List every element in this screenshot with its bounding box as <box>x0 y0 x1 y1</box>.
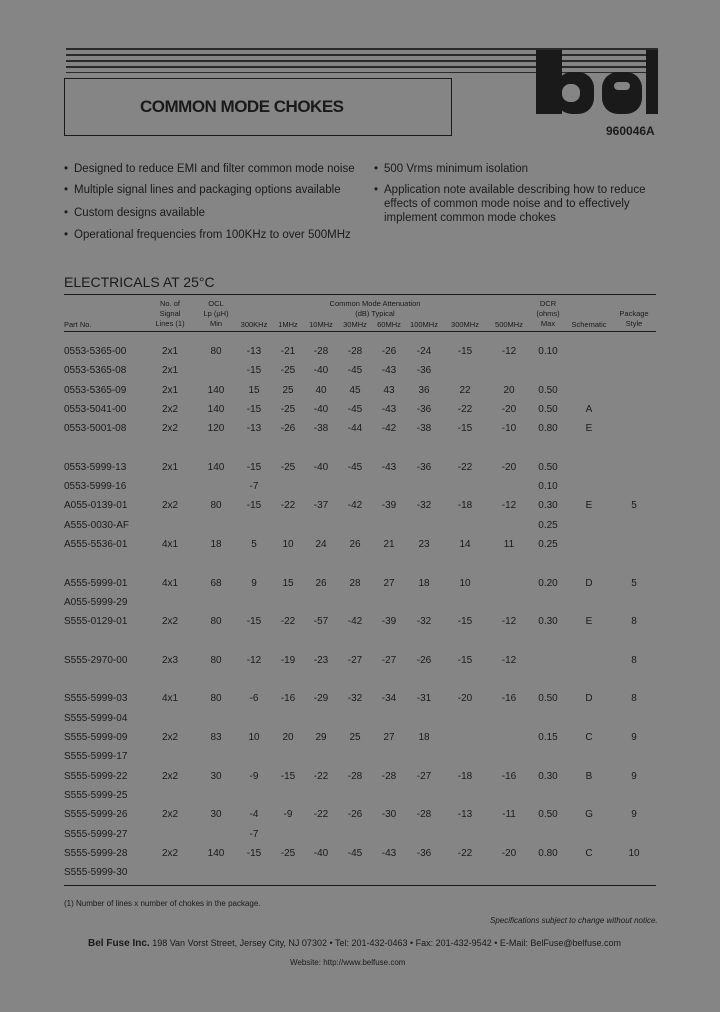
table-cell: 18 <box>210 539 222 550</box>
table-cell: -9 <box>283 809 293 821</box>
table-cell: -42 <box>347 500 363 512</box>
table-cell: -20 <box>501 847 517 859</box>
table-cell: -40 <box>313 847 329 859</box>
table-cell: -40 <box>313 403 329 415</box>
table-cell: 18 <box>418 577 430 589</box>
table-cell: 0553-5041-00 <box>64 403 127 415</box>
table-cell: -45 <box>347 847 363 859</box>
table-cell: -20 <box>457 693 473 705</box>
table-cell: -28 <box>347 770 363 782</box>
table-cell: 0553-5365-00 <box>64 346 127 357</box>
table-cell: 0.50 <box>538 809 558 821</box>
table-cell: S555-5999-04 <box>64 712 128 724</box>
contact-line <box>88 938 621 949</box>
table-cell: -43 <box>381 847 397 859</box>
table-cell: 10 <box>282 539 294 550</box>
table-cell: -18 <box>457 500 473 512</box>
table-cell: -25 <box>280 365 296 377</box>
page-title: COMMON MODE CHOKES <box>140 97 344 116</box>
table-cell: 26 <box>349 539 361 550</box>
table-cell: 2x2 <box>161 732 179 743</box>
table-cell: 0.50 <box>538 403 558 415</box>
table-cell: 0.25 <box>538 539 558 550</box>
table-cell: -15 <box>457 616 473 628</box>
table-cell: S555-5999-30 <box>64 867 128 879</box>
table-cell: 4x1 <box>161 577 179 589</box>
table-cell: -7 <box>249 828 259 840</box>
table-cell: G <box>585 809 593 821</box>
table-cell: 5 <box>631 577 637 589</box>
table-cell: -15 <box>246 403 262 415</box>
table-cell: 10 <box>459 577 471 589</box>
table-cell: -28 <box>416 809 432 821</box>
table-cell: 24 <box>315 539 327 550</box>
table-cell: 140 <box>207 847 225 859</box>
table-cell: S555-5999-22 <box>64 770 128 782</box>
table-cell: A055-5999-29 <box>64 596 128 608</box>
table-cell: -40 <box>313 461 329 473</box>
table-cell: -43 <box>381 403 397 415</box>
table-cell: 0.15 <box>538 732 558 743</box>
table-cell: -15 <box>246 847 262 859</box>
table-cell: 29 <box>315 732 327 743</box>
table-cell: -22 <box>313 770 329 782</box>
table-cell: S555-5999-26 <box>64 809 128 821</box>
table-cell: 0.10 <box>538 346 558 357</box>
table-cell: -38 <box>416 423 432 435</box>
table-cell: -13 <box>246 423 262 435</box>
table-cell: 0.50 <box>538 693 558 705</box>
table-cell: 0.25 <box>538 519 558 531</box>
table-cell: -45 <box>347 365 363 377</box>
table-cell: 30 <box>210 770 222 782</box>
table-cell: -43 <box>381 461 397 473</box>
table-cell: S555-5999-28 <box>64 847 128 859</box>
column-header: 500MHz <box>495 320 523 329</box>
table-cell: 9 <box>631 809 637 821</box>
footnote: (1) Number of lines x number of chokes in the package. <box>64 899 261 908</box>
table-cell: 2x2 <box>161 770 179 782</box>
table-cell: -22 <box>457 403 473 415</box>
column-header: 100MHz <box>410 320 438 329</box>
table-cell: -28 <box>381 770 397 782</box>
table-cell: 0.30 <box>538 770 558 782</box>
table-cell: A555-5999-01 <box>64 577 128 589</box>
section-title: ELECTRICALS AT 25°C <box>64 274 215 290</box>
table-cell: 0553-5999-13 <box>64 461 127 473</box>
table-cell: -22 <box>313 809 329 821</box>
table-cell: S555-5999-03 <box>64 693 128 705</box>
table-cell: -15 <box>246 365 262 377</box>
table-cell: 14 <box>459 539 471 550</box>
table-cell: E <box>585 423 593 435</box>
table-cell: -20 <box>501 461 517 473</box>
table-cell: 68 <box>210 577 222 589</box>
table-cell: 8 <box>631 693 637 705</box>
table-cell: 9 <box>251 577 257 589</box>
table-cell: -18 <box>457 770 473 782</box>
table-cell: -27 <box>381 654 397 666</box>
attenuation-group-header: Common Mode Attenuation (dB) Typical <box>329 299 421 318</box>
table-cell: 10 <box>248 732 260 743</box>
table-cell: 21 <box>383 539 395 550</box>
table-cell: 2x1 <box>161 384 179 396</box>
table-cell: D <box>585 693 593 705</box>
table-cell: 4x1 <box>161 539 179 550</box>
table-cell: 8 <box>631 654 637 666</box>
table-cell: -13 <box>246 346 262 357</box>
column-header: 10MHz <box>309 320 333 329</box>
table-cell: -10 <box>501 423 517 435</box>
table-cell: -9 <box>249 770 259 782</box>
table-cell: A055-0139-01 <box>64 500 128 512</box>
feature-bullet: • 500 Vrms minimum isolation <box>374 163 529 175</box>
table-cell: -27 <box>416 770 432 782</box>
table-bottom-rule <box>64 885 656 886</box>
table-cell: -26 <box>416 654 432 666</box>
table-cell: -44 <box>347 423 363 435</box>
table-cell: 15 <box>282 577 294 589</box>
column-header: DCR (ohms) Max <box>536 299 560 328</box>
table-cell: A <box>585 403 593 415</box>
table-cell: 9 <box>631 770 637 782</box>
table-cell: C <box>585 732 593 743</box>
table-cell: -37 <box>313 500 329 512</box>
bullet-dot-icon: • <box>64 207 69 219</box>
table-cell: 27 <box>383 577 395 589</box>
bullet-dot-icon: • <box>64 163 69 175</box>
table-cell: S555-2970-00 <box>64 654 128 666</box>
column-header: 300KHz <box>240 320 268 329</box>
table-cell: -11 <box>502 809 516 821</box>
table-cell: C <box>585 847 593 859</box>
table-cell: 28 <box>349 577 361 589</box>
table-cell: 83 <box>210 732 222 743</box>
table-cell: 2x2 <box>161 616 179 628</box>
table-cell: -15 <box>457 346 473 357</box>
table-cell: 120 <box>207 423 225 435</box>
table-cell: 0.50 <box>538 384 558 396</box>
table-cell: -32 <box>416 500 432 512</box>
table-cell: 15 <box>248 384 260 396</box>
table-cell: -31 <box>416 693 432 705</box>
website-link[interactable]: Website: http://www.belfuse.com <box>290 958 406 967</box>
table-cell: -24 <box>416 346 432 357</box>
table-cell: -40 <box>313 365 329 377</box>
table-cell: -26 <box>280 423 296 435</box>
table-cell: 0.30 <box>538 616 558 628</box>
table-cell: -12 <box>501 654 517 666</box>
table-cell: -36 <box>416 365 432 377</box>
table-cell: 2x2 <box>161 809 179 821</box>
table-cell: -25 <box>280 847 296 859</box>
table-cell: 8 <box>631 616 637 628</box>
column-header: 300MHz <box>451 320 479 329</box>
table-cell: 80 <box>210 654 222 666</box>
table-cell: -39 <box>381 616 397 628</box>
feature-bullet: • Custom designs available <box>64 207 206 219</box>
table-cell: -30 <box>381 809 397 821</box>
table-top-rule <box>64 294 656 295</box>
banner-speed-lines <box>66 48 658 73</box>
column-header: No. of Signal Lines (1) <box>155 299 185 328</box>
table-cell: 0553-5999-16 <box>64 481 127 493</box>
table-cell: -21 <box>280 346 296 357</box>
table-cell: 5 <box>251 539 257 550</box>
table-cell: -39 <box>381 500 397 512</box>
table-cell: -22 <box>457 461 473 473</box>
table-cell: 0.50 <box>538 461 558 473</box>
table-cell: 0.80 <box>538 423 558 435</box>
table-cell: -28 <box>313 346 329 357</box>
table-cell: -42 <box>347 616 363 628</box>
table-header-rule <box>64 331 656 332</box>
table-cell: -4 <box>249 809 259 821</box>
table-cell: 45 <box>349 384 361 396</box>
table-cell: S555-0129-01 <box>64 616 128 628</box>
table-cell: -36 <box>416 461 432 473</box>
table-cell: -6 <box>249 693 259 705</box>
table-cell: -45 <box>347 461 363 473</box>
column-header: Part No. <box>64 320 92 329</box>
table-cell: -26 <box>381 346 397 357</box>
column-header: 60MHz <box>377 320 401 329</box>
table-cell: 80 <box>210 500 222 512</box>
table-cell: 22 <box>459 384 471 396</box>
table-cell: -25 <box>280 461 296 473</box>
table-cell: 80 <box>210 616 222 628</box>
table-cell: 36 <box>418 384 430 396</box>
table-cell: -12 <box>501 500 517 512</box>
table-cell: 20 <box>503 384 515 396</box>
table-cell: -27 <box>347 654 363 666</box>
table-cell: -26 <box>347 809 363 821</box>
table-cell: 80 <box>210 346 222 357</box>
column-header: OCL Lp (µH) Min <box>203 299 229 328</box>
table-cell: -57 <box>313 616 329 628</box>
table-cell: S555-5999-17 <box>64 751 128 763</box>
table-cell: -22 <box>280 616 296 628</box>
table-cell: D <box>585 577 593 589</box>
column-header: Schematic <box>571 320 607 329</box>
table-cell: -36 <box>416 403 432 415</box>
table-cell: -13 <box>457 809 473 821</box>
table-cell: 9 <box>631 732 637 743</box>
column-header: 1MHz <box>278 320 298 329</box>
table-cell: 140 <box>207 384 225 396</box>
table-cell: -12 <box>501 616 517 628</box>
table-cell: 2x3 <box>161 654 179 666</box>
table-cell: 25 <box>282 384 294 396</box>
table-cell: 0.30 <box>538 500 558 512</box>
table-cell: 2x2 <box>161 403 179 415</box>
table-cell: 0.10 <box>538 481 558 493</box>
table-cell: 11 <box>503 539 515 550</box>
table-cell: 0.80 <box>538 847 558 859</box>
table-cell: -36 <box>416 847 432 859</box>
table-cell: -42 <box>381 423 397 435</box>
table-cell: -32 <box>347 693 363 705</box>
table-cell: 80 <box>210 693 222 705</box>
table-cell: 20 <box>282 732 294 743</box>
table-cell: E <box>585 500 593 512</box>
table-cell: 27 <box>383 732 395 743</box>
table-cell: -28 <box>347 346 363 357</box>
bullet-dot-icon: • <box>374 184 379 196</box>
table-cell: 30 <box>210 809 222 821</box>
feature-bullet: • Designed to reduce EMI and filter common mode noise <box>64 163 355 175</box>
table-cell: 0553-5001-08 <box>64 423 127 435</box>
document-number: 960046A <box>606 124 655 138</box>
table-cell: A555-5536-01 <box>64 539 128 550</box>
table-cell: -15 <box>246 500 262 512</box>
table-cell: 26 <box>315 577 327 589</box>
table-cell: 2x1 <box>161 461 179 473</box>
table-cell: -45 <box>347 403 363 415</box>
table-cell: 4x1 <box>161 693 179 705</box>
bel-logo-letters <box>536 50 658 114</box>
table-cell: 43 <box>383 384 395 396</box>
table-cell: 5 <box>631 500 637 512</box>
table-cell: S555-5999-09 <box>64 732 128 743</box>
table-cell: 140 <box>207 461 225 473</box>
table-cell: 0.20 <box>538 577 558 589</box>
table-cell: -38 <box>313 423 329 435</box>
table-cell: B <box>585 770 593 782</box>
table-cell: 140 <box>207 403 225 415</box>
table-cell: -25 <box>280 403 296 415</box>
table-cell: -16 <box>280 693 296 705</box>
table-cell: -15 <box>246 616 262 628</box>
feature-bullet: • Multiple signal lines and packaging options available <box>64 184 341 196</box>
table-cell: 10 <box>628 847 640 859</box>
table-cell: -12 <box>501 346 517 357</box>
bullet-dot-icon: • <box>374 163 379 175</box>
table-cell: -19 <box>280 654 296 666</box>
column-header: Package Style <box>619 309 649 328</box>
table-cell: S555-5999-25 <box>64 789 128 801</box>
table-cell: -12 <box>246 654 262 666</box>
table-cell: -16 <box>501 693 517 705</box>
table-cell: A555-0030-AF <box>64 519 130 531</box>
table-cell: 2x2 <box>161 500 179 512</box>
table-cell: -15 <box>246 461 262 473</box>
table-cell: 2x2 <box>161 847 179 859</box>
table-cell: 0553-5365-09 <box>64 384 127 396</box>
table-cell: -15 <box>280 770 296 782</box>
table-cell: 40 <box>315 384 327 396</box>
table-cell: 0553-5365-08 <box>64 365 127 377</box>
table-cell: -34 <box>381 693 397 705</box>
bullet-dot-icon: • <box>64 229 69 241</box>
table-cell: -43 <box>381 365 397 377</box>
table-cell: 25 <box>349 732 361 743</box>
table-cell: -15 <box>457 654 473 666</box>
bullet-dot-icon: • <box>64 184 69 196</box>
table-cell: -22 <box>280 500 296 512</box>
table-cell: -23 <box>313 654 329 666</box>
table-cell: -7 <box>249 481 259 493</box>
column-header: 30MHz <box>343 320 367 329</box>
table-cell: 2x2 <box>161 423 179 435</box>
contact-details: 198 Van Vorst Street, Jersey City, NJ 07302 • Tel: 201-432-0463 • Fax: 201-432-9542 • E-Mail: BelFuse@belfuse.com <box>152 938 622 948</box>
spec-disclaimer: Specifications subject to change without notice. <box>490 916 658 925</box>
table-cell: -20 <box>501 403 517 415</box>
feature-bullet: • Operational frequencies from 100KHz to over 500MHz <box>64 229 351 241</box>
table-cell: 18 <box>418 732 430 743</box>
table-cell: -22 <box>457 847 473 859</box>
table-cell: 2x1 <box>161 365 179 377</box>
table-cell: -32 <box>416 616 432 628</box>
table-cell: -15 <box>457 423 473 435</box>
table-cell: -29 <box>313 693 329 705</box>
table-cell: -16 <box>501 770 517 782</box>
table-cell: 2x1 <box>161 346 179 357</box>
table-cell: E <box>585 616 593 628</box>
table-cell: 23 <box>418 539 430 550</box>
feature-bullet: • Application note available describing how to reduce effects of common mode noise and to effectively implement common mode chokes <box>374 184 646 224</box>
table-cell: S555-5999-27 <box>64 828 128 840</box>
company-name: Bel Fuse Inc. <box>88 938 150 949</box>
